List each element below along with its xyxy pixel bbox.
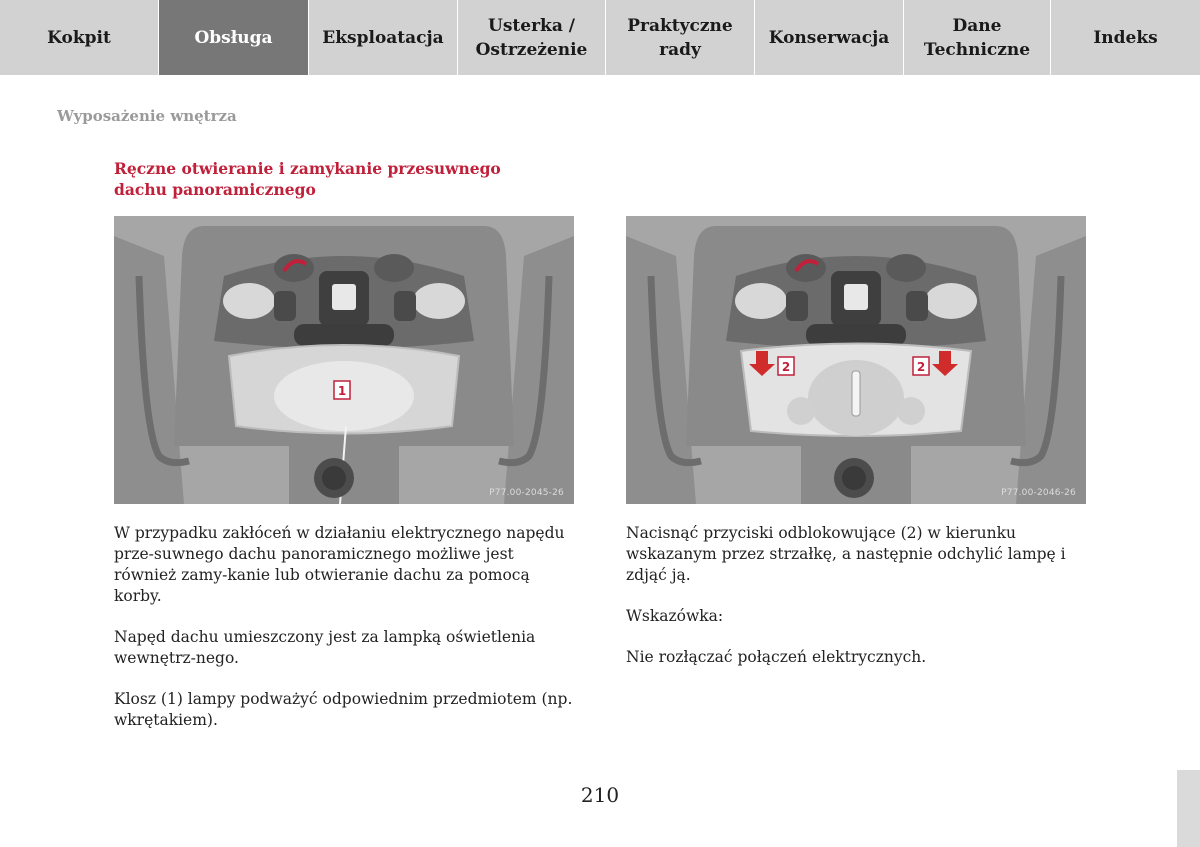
chapter-nav (0, 0, 1200, 75)
figure-callout-1: 1 (337, 384, 347, 398)
tab-indeks[interactable]: Indeks (1051, 0, 1200, 75)
page-number: 210 (580, 783, 620, 807)
lamp-removal-illustration (626, 216, 1086, 504)
page-edge-marker (1177, 770, 1200, 847)
page-heading: Ręczne otwieranie i zamykanie przesuwnego dachu panoramicznego (114, 159, 501, 199)
figure-callout-2-left: 2 (781, 360, 791, 374)
left-column-text (114, 523, 579, 751)
paragraph: Nie rozłączać połączeń elektrycznych. (626, 648, 927, 666)
tab-kokpit[interactable]: Kokpit (0, 0, 159, 75)
overhead-console-illustration (114, 216, 574, 504)
paragraph: Nacisnąć przyciski odblokowujące (2) w kierunku wskazanym przez strzałkę, a następnie odchylić lampę i zdjąć ją. (626, 524, 1066, 584)
figure-callout-2-right: 2 (916, 360, 926, 374)
tab-usterka-ostrzezenie[interactable]: Usterka / Ostrzeżenie (458, 0, 606, 75)
paragraph: Napęd dachu umieszczony jest za lampką oświetlenia wewnętrz-nego. (114, 628, 536, 667)
paragraph: Klosz (1) lampy podważyć odpowiednim przedmiotem (np. wkrętakiem). (114, 690, 573, 729)
tab-obsluga[interactable]: Obsługa (159, 0, 309, 75)
section-title: Wyposażenie wnętrza (57, 107, 237, 125)
tab-konserwacja[interactable]: Konserwacja (755, 0, 904, 75)
tab-eksploatacja[interactable]: Eksploatacja (309, 0, 458, 75)
tab-dane-techniczne[interactable]: Dane Techniczne (904, 0, 1051, 75)
paragraph: W przypadku zakłóceń w działaniu elektrycznego napędu prze-suwnego dachu panoramicznego możliwe jest również zamy-kanie lub otwieranie dachu za pomocą korby. (114, 524, 565, 605)
figure-code: P77.00-2046-26 (1001, 488, 1076, 498)
tab-praktyczne-rady[interactable]: Praktyczne rady (606, 0, 755, 75)
note-label: Wskazówka: (626, 607, 724, 625)
figure-code: P77.00-2045-26 (489, 488, 564, 498)
right-column-text (626, 523, 1091, 688)
figure-release-buttons (626, 216, 1086, 504)
figure-lamp-lens (114, 216, 574, 504)
